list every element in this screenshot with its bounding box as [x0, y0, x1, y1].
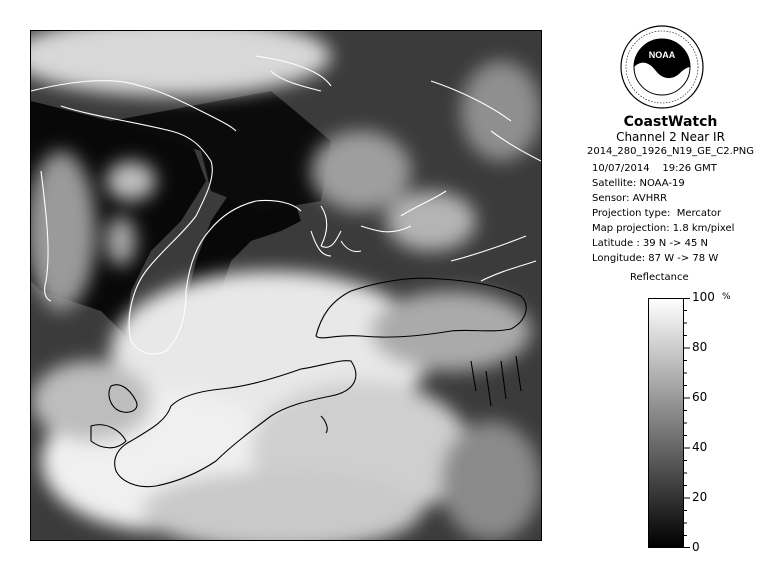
tick-label-100: 100 [692, 290, 715, 304]
reflectance-colorbar [648, 298, 684, 548]
channel-subtitle: Channel 2 Near IR [616, 130, 725, 144]
satellite-label: Satellite: NOAA-19 [592, 178, 685, 189]
tick-label-20: 20 [692, 490, 708, 504]
tick-label-40: 40 [692, 440, 708, 454]
satellite-image-panel [30, 30, 542, 541]
map-projection: Map projection: 1.8 km/pixel [592, 223, 735, 234]
image-filename: 2014_280_1926_N19_GE_C2.PNG [586, 146, 755, 157]
sensor-label: Sensor: AVHRR [592, 193, 668, 204]
noaa-logo [620, 25, 704, 109]
acquisition-datetime: 10/07/2014 19:26 GMT [592, 163, 717, 174]
tick-label-0: 0 [692, 540, 700, 554]
tick-label-80: 80 [692, 340, 708, 354]
projection-type: Projection type: Mercator [592, 208, 722, 219]
colorbar-ticks [684, 298, 744, 548]
logo-center-text: NOAA [648, 50, 676, 60]
scale-unit: % [722, 292, 731, 302]
scale-title: Reflectance [630, 272, 689, 283]
product-title: CoastWatch [623, 114, 718, 130]
longitude-range: Longitude: 87 W -> 78 W [592, 253, 719, 264]
satellite-image [31, 31, 541, 540]
latitude-range: Latitude : 39 N -> 45 N [592, 238, 708, 249]
tick-label-60: 60 [692, 390, 708, 404]
